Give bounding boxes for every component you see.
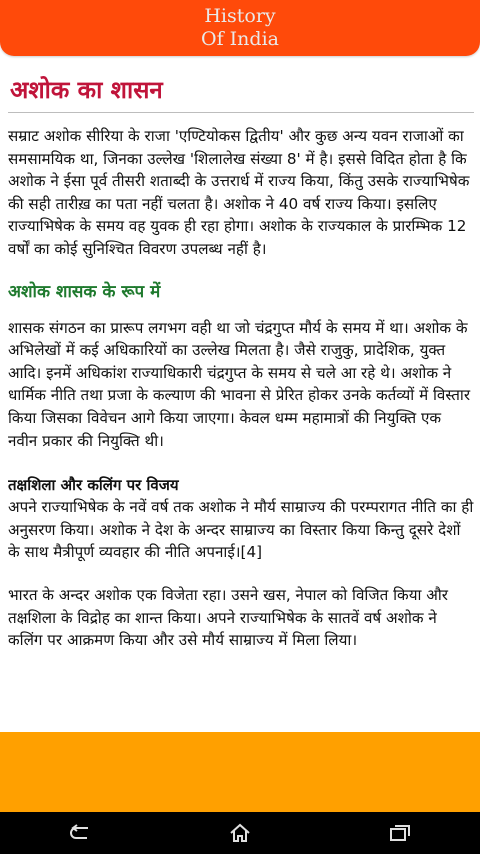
paragraph-conquests: भारत के अन्दर अशोक एक विजेता रहा। उसने खस, नेपाल को विजित किया और तक्षशिला के विद्रोह का शान्त किया। अपने राज्याभिषेक के सातवें वर्ष अशोक ने कलिंग पर आक्रमण किया और उसे मौर्य साम्राज्य में मिला लिया। xyxy=(8,585,449,650)
system-nav-bar xyxy=(0,812,480,854)
article-content[interactable] xyxy=(8,64,474,734)
app-title-line2: Of India xyxy=(201,28,279,50)
recents-icon xyxy=(388,823,412,843)
section-heading-ruler: अशोक शासक के रूप में xyxy=(8,281,161,302)
section-heading-conquest: तक्षशिला और कलिंग पर विजय xyxy=(8,476,179,495)
back-icon xyxy=(68,824,92,842)
paragraph-administration: शासक संगठन का प्रारूप लगभग वही था जो चंद्रगुप्त मौर्य के समय में था। अशोक के अभिलेखों में कई अधिकारियों का उल्लेख मिलता है। जैसे राजुकु, प्रादेशिक, युक्त आदि। इनमें अधिकांश राज्याधिकारी चंद्रगुप्त के समय से चले आ रहे थे। अशोक ने धार्मिक नीति तथा प्रजा के कल्याण की भावना से प्रेरित होकर उनके कर्तव्यों में विस्तार किया जिसका विवेचन आगे किया जाएगा। केवल धम्म महामात्रों की नियुक्ति एक नवीन प्रकार की नियुक्ति थी। xyxy=(8,318,471,450)
title-divider xyxy=(8,112,474,113)
app-title-bar xyxy=(0,0,480,56)
app-title-line1: History xyxy=(204,5,276,27)
back-button[interactable] xyxy=(50,812,110,854)
paragraph-policy: अपने राज्याभिषेक के नवें वर्ष तक अशोक ने मौर्य साम्राज्य की परम्परागत नीति का ही अनुसरण किया। अशोक ने देश के अन्दर साम्राज्य का विस्तार किया किन्तु दूसरे देशों के साथ मैत्रीपूर्ण व्यवहार की नीति अपनाई।[4] xyxy=(8,498,474,562)
article-title: अशोक का शासन xyxy=(10,76,163,104)
home-button[interactable] xyxy=(210,812,270,854)
recents-button[interactable] xyxy=(370,812,430,854)
paragraph-intro: सम्राट अशोक सीरिया के राजा 'एण्टियोकस द्वितीय' और कुछ अन्य यवन राजाओं का समसामयिक था, जिनका उल्लेख 'शिलालेख संख्या 8' में है। इससे विदित होता है कि अशोक ने ईसा पूर्व तीसरी शताब्दी के उत्तरार्ध में राज्य किया, किंतु उसके राज्याभिषेक की सही तारीख़ का पता नहीं चलता है। अशोक ने 40 वर्ष राज्य किया। इसलिए राज्याभिषेक के समय वह युवक ही रहा होगा। अशोक के राज्यकाल के प्रारम्भिक 12 वर्षों का कोई सुनिश्चित विवरण उपलब्ध नहीं है। xyxy=(8,127,470,258)
home-icon xyxy=(228,822,252,844)
ad-banner[interactable] xyxy=(0,732,480,812)
